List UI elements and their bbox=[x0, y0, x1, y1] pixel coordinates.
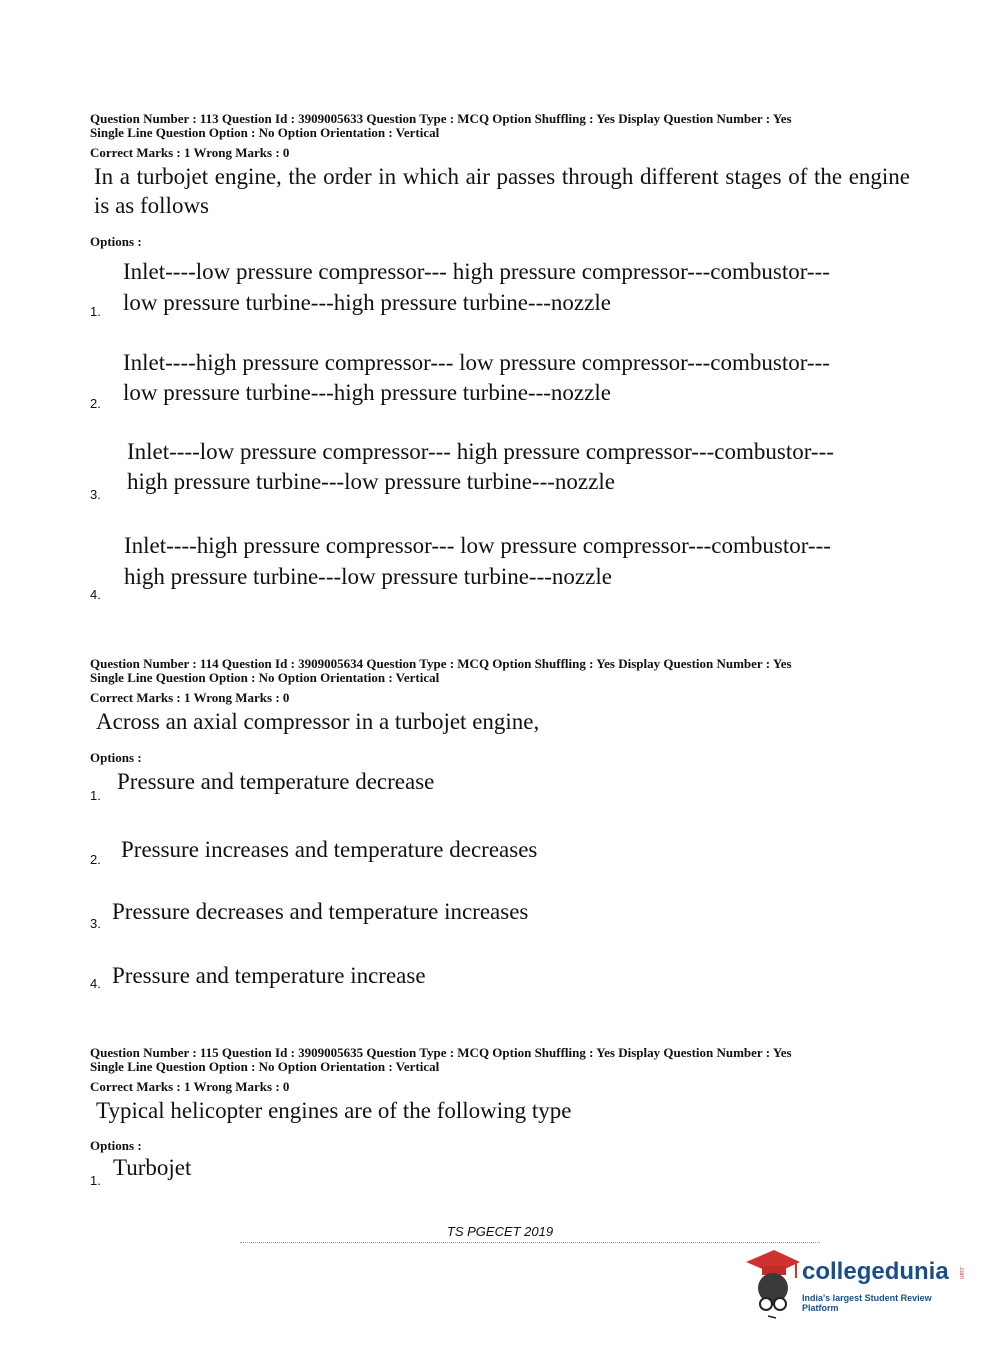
question-text: Typical helicopter engines are of the following type bbox=[96, 1098, 572, 1123]
option-text: Pressure and temperature decrease bbox=[117, 769, 435, 794]
option-text-line2: high pressure turbine---low pressure turbine---nozzle bbox=[127, 469, 615, 494]
option-number: 4. bbox=[90, 976, 101, 991]
option-2[interactable] bbox=[90, 834, 910, 874]
options-label: Options : bbox=[90, 234, 142, 249]
option-text: Pressure increases and temperature decreases bbox=[121, 837, 538, 862]
option-3[interactable] bbox=[90, 896, 910, 936]
question-115 bbox=[90, 1046, 910, 1125]
question-text: In a turbojet engine, the order in which air passes through different stages of the engine is as follows bbox=[94, 164, 910, 218]
option-text-line2: high pressure turbine---low pressure turbine---nozzle bbox=[124, 564, 612, 589]
option-2[interactable] bbox=[90, 347, 910, 417]
option-4[interactable] bbox=[90, 960, 910, 1000]
question-text: Across an axial compressor in a turbojet engine, bbox=[96, 709, 540, 734]
option-text: Pressure and temperature increase bbox=[112, 963, 426, 988]
option-text-line1: Inlet----high pressure compressor--- low pressure compressor---combustor--- bbox=[123, 350, 830, 375]
footer-divider bbox=[240, 1242, 820, 1245]
option-number: 3. bbox=[90, 487, 101, 502]
question-marks: Correct Marks : 1 Wrong Marks : 0 bbox=[90, 145, 290, 160]
question-meta-line1: Question Number : 113 Question Id : 3909005633 Question Type : MCQ Option Shuffling : Yes Display Question Number : Yes bbox=[90, 111, 792, 126]
question-113 bbox=[90, 112, 910, 220]
logo-tagline: India's largest Student Review Platform bbox=[802, 1293, 932, 1313]
option-4[interactable] bbox=[90, 530, 910, 605]
logo-suffix: .com bbox=[958, 1266, 964, 1280]
question-meta-line1: Question Number : 115 Question Id : 3909005635 Question Type : MCQ Option Shuffling : Yes Display Question Number : Yes bbox=[90, 1045, 792, 1060]
option-number: 1. bbox=[90, 304, 101, 319]
option-number: 1. bbox=[90, 788, 101, 803]
question-114 bbox=[90, 657, 910, 736]
option-number: 2. bbox=[90, 852, 101, 867]
option-1[interactable] bbox=[90, 256, 910, 326]
option-number: 4. bbox=[90, 587, 101, 602]
page-footer: TS PGECET 2019 bbox=[446, 1224, 554, 1239]
mascot-icon bbox=[740, 1244, 802, 1319]
option-1[interactable] bbox=[90, 766, 910, 806]
option-text-line1: Inlet----low pressure compressor--- high pressure compressor---combustor--- bbox=[123, 259, 830, 284]
option-3[interactable] bbox=[90, 436, 910, 506]
option-text: Pressure decreases and temperature increases bbox=[112, 899, 529, 924]
options-label: Options : bbox=[90, 1138, 142, 1153]
question-meta-line2: Single Line Question Option : No Option Orientation : Vertical bbox=[90, 125, 440, 140]
option-text: Turbojet bbox=[113, 1155, 192, 1180]
option-1[interactable] bbox=[90, 1152, 910, 1192]
option-text-line2: low pressure turbine---high pressure turbine---nozzle bbox=[123, 290, 611, 315]
option-number: 2. bbox=[90, 396, 101, 411]
question-marks: Correct Marks : 1 Wrong Marks : 0 bbox=[90, 690, 290, 705]
option-text-line1: Inlet----high pressure compressor--- low pressure compressor---combustor--- bbox=[124, 533, 831, 558]
option-text-line1: Inlet----low pressure compressor--- high pressure compressor---combustor--- bbox=[127, 439, 834, 464]
question-meta-line2: Single Line Question Option : No Option Orientation : Vertical bbox=[90, 670, 440, 685]
option-number: 1. bbox=[90, 1173, 101, 1188]
question-meta-line2: Single Line Question Option : No Option Orientation : Vertical bbox=[90, 1059, 440, 1074]
collegedunia-logo[interactable] bbox=[740, 1244, 970, 1324]
logo-name: collegedunia bbox=[802, 1258, 949, 1285]
options-label: Options : bbox=[90, 750, 142, 765]
question-marks: Correct Marks : 1 Wrong Marks : 0 bbox=[90, 1079, 290, 1094]
option-text-line2: low pressure turbine---high pressure turbine---nozzle bbox=[123, 380, 611, 405]
question-meta-line1: Question Number : 114 Question Id : 3909005634 Question Type : MCQ Option Shuffling : Yes Display Question Number : Yes bbox=[90, 656, 792, 671]
option-number: 3. bbox=[90, 916, 101, 931]
